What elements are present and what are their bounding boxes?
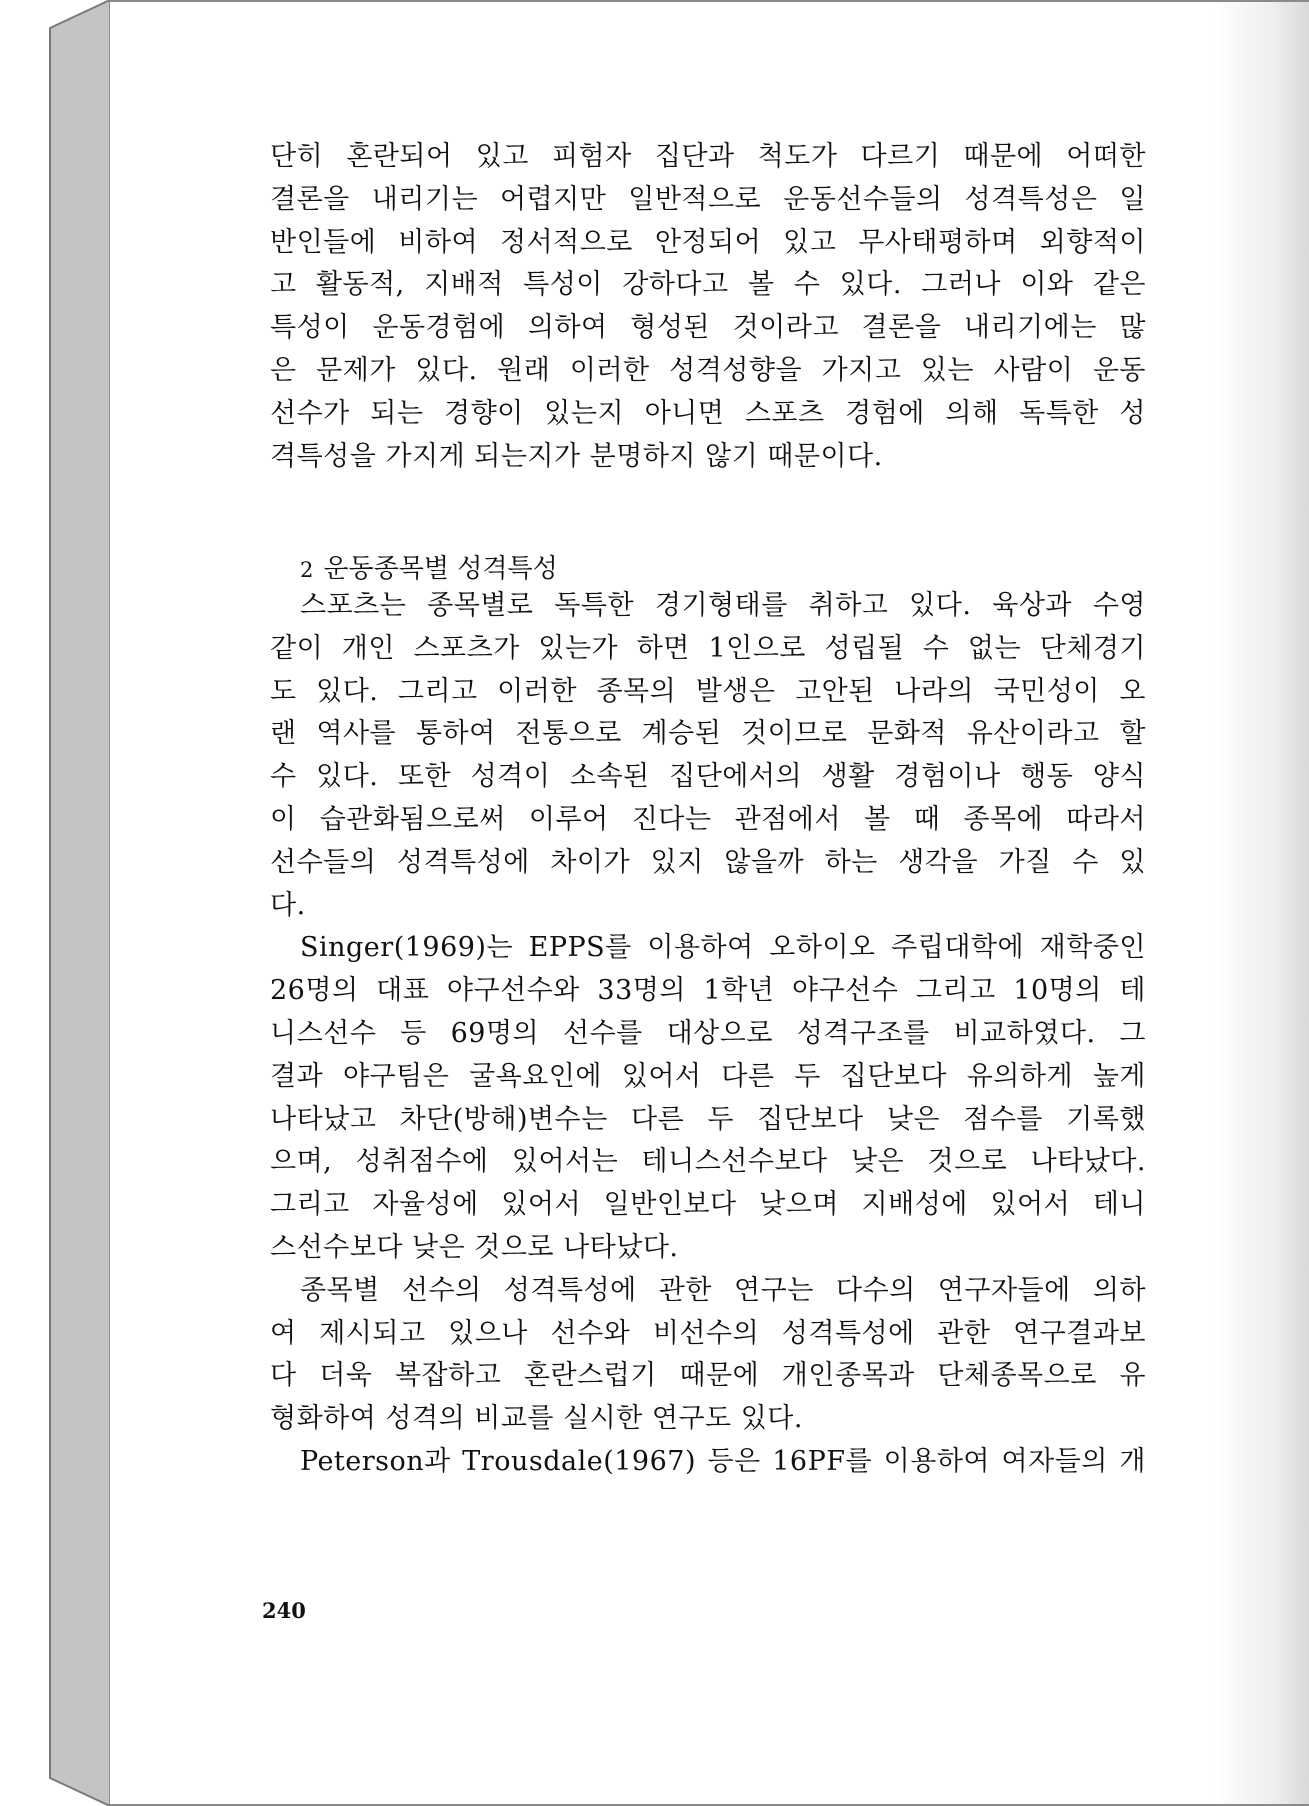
text-line: 격특성을 가지게 되는지가 분명하지 않기 때문이다. <box>270 440 883 472</box>
text-line: 선수들의 성격특성에 차이가 있지 않을까 하는 생각을 가질 수 있 <box>270 846 1146 878</box>
body-text <box>270 585 1146 1484</box>
text-line: 그리고 자율성에 있어서 일반인보다 낮으며 지배성에 있어서 테니 <box>270 1189 1146 1221</box>
text-line: 선수가 되는 경향이 있는지 아니면 스포츠 경험에 의해 독특한 성 <box>270 397 1146 429</box>
section-heading <box>300 548 558 585</box>
text-line: 같이 개인 스포츠가 있는가 하면 1인으로 성립될 수 없는 단체경기 <box>270 632 1146 664</box>
text-line: 으며, 성취점수에 있어서는 테니스선수보다 낮은 것으로 나타났다. <box>270 1146 1146 1178</box>
text-line: 다 더욱 복잡하고 혼란스럽기 때문에 개인종목과 단체종목으로 유 <box>270 1360 1146 1392</box>
text-line: 고 활동적, 지배적 특성이 강하다고 볼 수 있다. 그러나 이와 같은 <box>270 269 1146 301</box>
text-line: 스포츠는 종목별로 독특한 경기형태를 취하고 있다. 육상과 수영 <box>300 590 1146 621</box>
text-line: 단히 혼란되어 있고 피험자 집단과 척도가 다르기 때문에 어떠한 <box>270 141 1146 172</box>
text-line: 형화하여 성격의 비교를 실시한 연구도 있다. <box>270 1403 803 1435</box>
paragraph-continued <box>270 136 1146 478</box>
section-title: 운동종목별 성격특성 <box>323 554 558 584</box>
text-line: 종목별 선수의 성격특성에 관한 연구는 다수의 연구자들에 의하 <box>300 1274 1146 1306</box>
section-number: 2 <box>300 558 314 582</box>
text-line: 반인들에 비하여 정서적으로 안정되어 있고 무사태평하며 외향적이 <box>270 226 1146 258</box>
text-line: Peterson과 Trousdale(1967) 등은 16PF를 이용하여 여자들의 개 <box>300 1445 1146 1477</box>
text-line: 여 제시되고 있으나 선수와 비선수의 성격특성에 관한 연구결과보 <box>270 1317 1146 1349</box>
text-line: 특성이 운동경험에 의하여 형성된 것이라고 결론을 내리기에는 많 <box>270 312 1146 344</box>
page-number: 240 <box>262 1598 306 1623</box>
text-line: 수 있다. 또한 성격이 소속된 집단에서의 생활 경험이나 행동 양식 <box>270 761 1146 793</box>
text-line: 랜 역사를 통하여 전통으로 계승된 것이므로 문화적 유산이라고 할 <box>270 718 1146 750</box>
text-line: 이 습관화됨으로써 이루어 진다는 관점에서 볼 때 종목에 따라서 <box>270 803 1146 835</box>
text-line: 다. <box>270 889 306 921</box>
text-line: 도 있다. 그리고 이러한 종목의 발생은 고안된 나라의 국민성이 오 <box>270 675 1146 707</box>
text-line: 스선수보다 낮은 것으로 나타났다. <box>270 1231 679 1263</box>
text-line: 26명의 대표 야구선수와 33명의 1학년 야구선수 그리고 10명의 테 <box>270 975 1146 1007</box>
text-line: 니스선수 등 69명의 선수를 대상으로 성격구조를 비교하였다. 그 <box>270 1017 1146 1049</box>
text-line: Singer(1969)는 EPPS를 이용하여 오하이오 주립대학에 재학중인 <box>300 932 1146 964</box>
text-line: 결과 야구팀은 굴욕요인에 있어서 다른 두 집단보다 유의하게 높게 <box>270 1060 1146 1092</box>
book-spine-face <box>50 0 110 1806</box>
text-line: 은 문제가 있다. 원래 이러한 성격성향을 가지고 있는 사람이 운동 <box>270 354 1146 386</box>
text-line: 결론을 내리기는 어렵지만 일반적으로 운동선수들의 성격특성은 일 <box>270 183 1146 215</box>
text-line: 나타났고 차단(방해)변수는 다른 두 집단보다 낮은 점수를 기록했 <box>270 1103 1146 1135</box>
